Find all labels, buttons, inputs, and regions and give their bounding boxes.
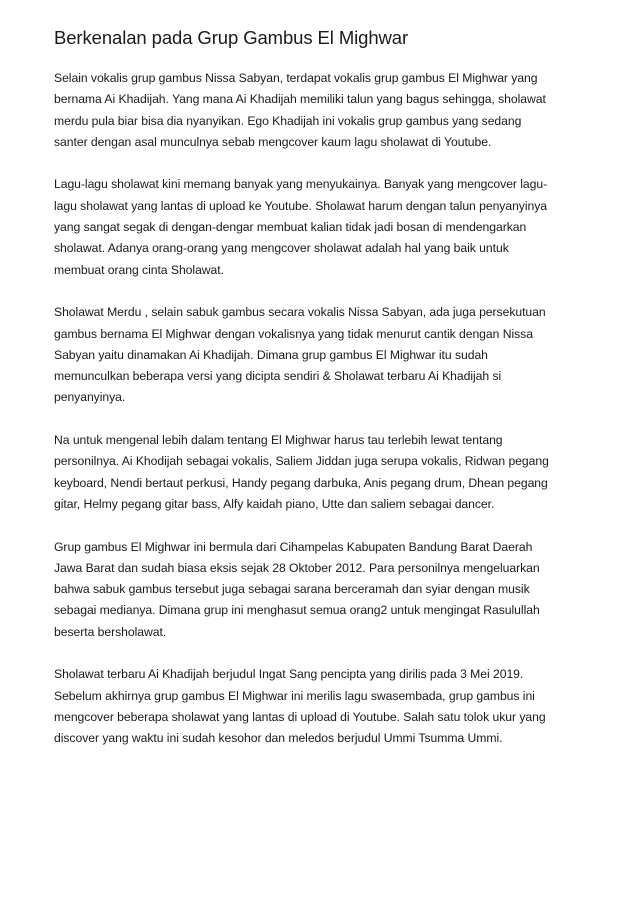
paragraph-line: Sabyan yaitu dinamakan Ai Khadijah. Dimana grup gambus El Mighwar itu sudah bbox=[54, 347, 488, 362]
paragraph-line: Sebelum akhirnya grup gambus El Mighwar ini merilis lagu swasembada, grup gambus ini bbox=[54, 688, 535, 703]
paragraph-line: merdu pula biar bisa dia nyanyikan. Ego Khadijah ini vokalis grup gambus yang sedang bbox=[54, 113, 522, 128]
paragraph-line: membuat orang cinta Sholawat. bbox=[54, 262, 224, 277]
paragraph-3 bbox=[54, 302, 594, 408]
paragraph-line: Na untuk mengenal lebih dalam tentang El Mighwar harus tau terlebih lewat tentang bbox=[54, 433, 503, 448]
paragraph-line: Sholawat terbaru Ai Khadijah berjudul Ingat Sang pencipta yang dirilis pada 3 Mei 2019. bbox=[54, 667, 524, 682]
document-page bbox=[54, 26, 594, 771]
paragraph-line: personilnya. Ai Khodijah sebagai vokalis, Saliem Jiddan juga serupa vokalis, Ridwan pegang bbox=[54, 454, 549, 469]
paragraph-line: bahwa sabuk gambus tersebut juga sebagai sarana berceramah dan syiar dengan musik bbox=[54, 582, 530, 597]
paragraph-line: Grup gambus El Mighwar ini bermula dari Cihampelas Kabupaten Bandung Barat Daerah bbox=[54, 539, 533, 554]
paragraph-line: santer dengan asal munculnya sebab mengcover kaum lagu sholawat di Youtube. bbox=[54, 134, 492, 149]
paragraph-line: sebagai medianya. Dimana grup ini menghasut semua orang2 untuk mengingat Rasulullah bbox=[54, 603, 540, 618]
paragraph-6 bbox=[54, 664, 594, 749]
paragraph-line: discover yang waktu ini sudah kesohor dan meledos berjudul Ummi Tsumma Ummi. bbox=[54, 731, 503, 746]
paragraph-5 bbox=[54, 537, 594, 643]
paragraph-line: gitar, Helmy pegang gitar bass, Alfy kaidah piano, Utte dan saliem sebagai dancer. bbox=[54, 496, 495, 511]
paragraph-line: Lagu-lagu sholawat kini memang banyak yang menyukainya. Banyak yang mengcover lagu- bbox=[54, 177, 548, 192]
paragraph-line: memunculkan beberapa versi yang dicipta sendiri & Sholawat terbaru Ai Khadijah si bbox=[54, 369, 502, 384]
paragraph-line: mengcover beberapa sholawat yang lantas di upload di Youtube. Salah satu tolok ukur yang bbox=[54, 709, 546, 724]
paragraph-line: lagu sholawat yang lantas di upload ke Youtube. Sholawat harum dengan talun penyanyinya bbox=[54, 198, 547, 213]
document-title: Berkenalan pada Grup Gambus El Mighwar bbox=[54, 27, 409, 48]
paragraph-line: sholawat. Adanya orang-orang yang mengcover sholawat adalah hal yang baik untuk bbox=[54, 241, 509, 256]
paragraph-line: yang sangat segak di dengan-dengar membuat kalian tidak jadi bosan di mendengarkan bbox=[54, 220, 527, 235]
paragraph-line: Jawa Barat dan sudah biasa eksis sejak 28 Oktober 2012. Para personilnya mengeluarkan bbox=[54, 560, 540, 575]
paragraph-line: penyanyinya. bbox=[54, 390, 126, 405]
paragraph-line: beserta bersholawat. bbox=[54, 624, 167, 639]
paragraph-line: keyboard, Nendi bertaut perkusi, Handy pegang darbuka, Anis pegang drum, Dhean pegang bbox=[54, 475, 548, 490]
paragraph-line: bernama Ai Khadijah. Yang mana Ai Khadijah memiliki talun yang bagus sehingga, sholawat bbox=[54, 92, 546, 107]
paragraph-4 bbox=[54, 430, 594, 515]
paragraph-2 bbox=[54, 174, 594, 280]
paragraph-1 bbox=[54, 68, 594, 153]
paragraph-line: Sholawat Merdu , selain sabuk gambus secara vokalis Nissa Sabyan, ada juga persekutuan bbox=[54, 305, 546, 320]
paragraph-line: Selain vokalis grup gambus Nissa Sabyan, terdapat vokalis grup gambus El Mighwar yang bbox=[54, 71, 538, 85]
paragraph-line: gambus bernama El Mighwar dengan vokalisnya yang tidak menurut cantik dengan Nissa bbox=[54, 326, 533, 341]
